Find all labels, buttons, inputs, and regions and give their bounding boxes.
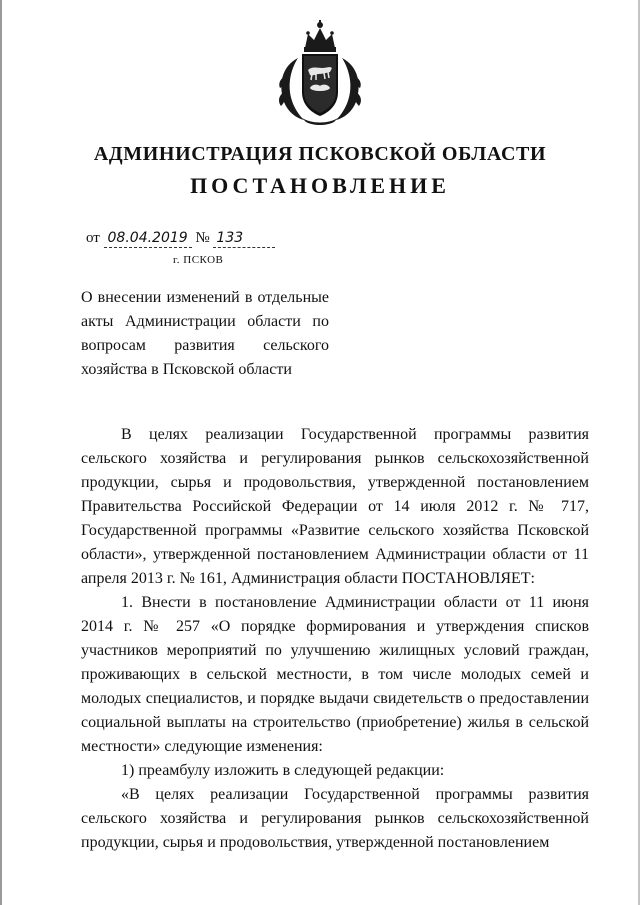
document-type-title: ПОСТАНОВЛЕНИЕ xyxy=(190,173,450,198)
body-paragraph: 1) преамбулу изложить в следующей редакции: xyxy=(121,762,445,779)
scan-edge-left xyxy=(0,0,2,905)
document-number: 133 xyxy=(213,230,275,248)
document-date: 08.04.2019 xyxy=(104,230,192,248)
document-body xyxy=(81,423,589,855)
date-number-line xyxy=(86,230,275,248)
date-prefix: от xyxy=(86,230,100,246)
number-prefix: № xyxy=(195,230,210,246)
city-label: г. ПСКОВ xyxy=(173,254,224,266)
pskov-oblast-coat-of-arms-icon xyxy=(272,18,368,126)
document-subject: О внесении изменений в отдельные акты Администрации области по вопросам развития сельского хозяйства в Псковской области xyxy=(81,289,329,378)
body-paragraph: «В целях реализации Государственной программы развития сельского хозяйства и регулирования рынков сельскохозяйственной продукции, сырья и продовольствия, утвержденной постановлением xyxy=(81,786,589,851)
body-paragraph: В целях реализации Государственной программы развития сельского хозяйства и регулирования рынков сельскохозяйственной продукции, сырья и продовольствия, утвержденной постановлением Правительства Российской Федерации от 14 июля 2012 г. № 717, Государственной программы «Развитие сельского хозяйства Псковской области», утвержденной постановлением Администрации области от 11 апреля 2013 г. № 161, Администрация области ПОСТАНОВЛЯЕТ: xyxy=(81,426,589,587)
organization-title: АДМИНИСТРАЦИЯ ПСКОВСКОЙ ОБЛАСТИ xyxy=(93,143,547,165)
body-paragraph: 1. Внести в постановление Администрации области от 11 июня 2014 г. № 257 «О порядке формирования и утверждения списков участников мероприятий по улучшению жилищных условий граждан, проживающих в сельской местности, в том числе молодых семей и молодых специалистов, и порядке выдачи свидетельств о предоставлении социальной выплаты на строительство (приобретение) жилья в сельской местности» следующие изменения: xyxy=(81,594,589,755)
